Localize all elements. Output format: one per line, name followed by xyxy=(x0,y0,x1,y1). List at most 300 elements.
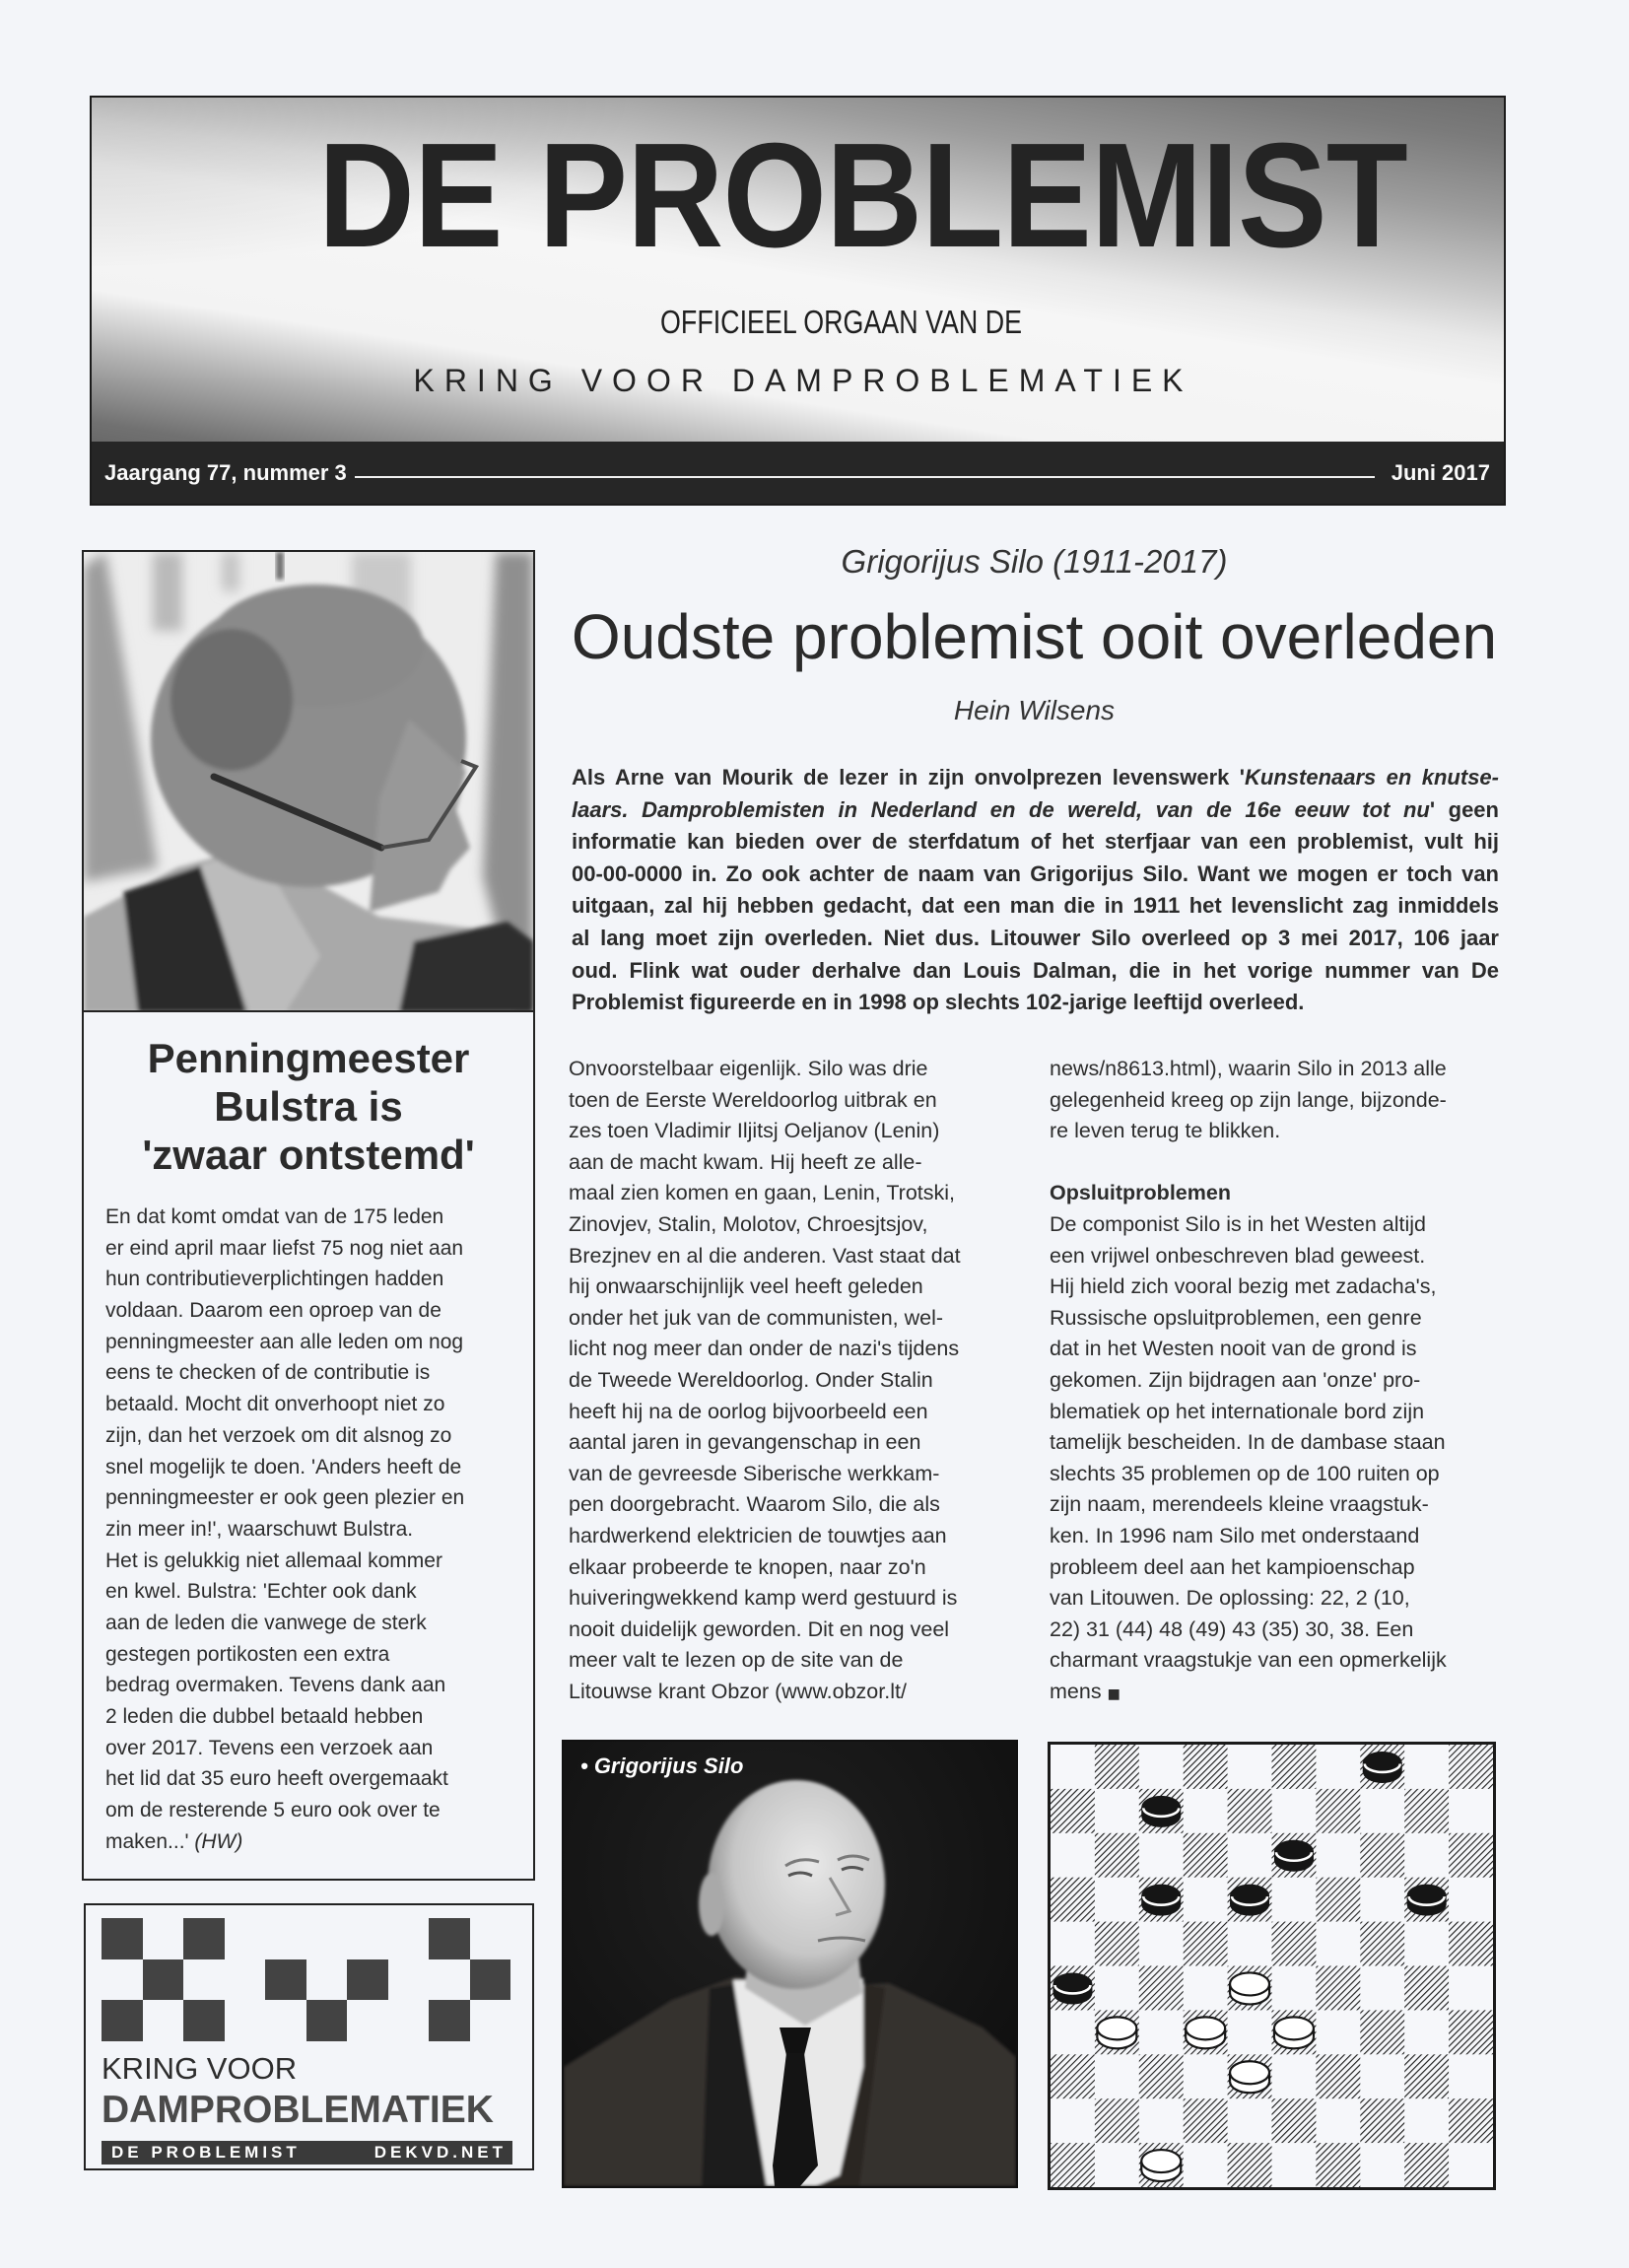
article-column-2 xyxy=(1050,1054,1498,1707)
text-line xyxy=(569,1489,1009,1521)
intro-line-content xyxy=(572,987,1304,1019)
text-line-content: gelegenheid kreeg op zijn lange, bijzonde- xyxy=(1050,1087,1447,1112)
intro-text: Problemist figureerde en in 1998 op slechts 102-jarige leeftijd overleed. xyxy=(572,990,1305,1015)
light-square xyxy=(1228,1745,1272,1789)
light-square xyxy=(1360,2143,1404,2187)
white-piece xyxy=(1230,1972,1269,2004)
text-line-content: hardwerkend elektricien de touwtjes aan xyxy=(569,1523,947,1547)
dark-square xyxy=(1316,2054,1360,2098)
light-square xyxy=(1316,2010,1360,2054)
dark-square xyxy=(1184,2098,1228,2143)
dark-square xyxy=(1316,2143,1360,2187)
article-headline xyxy=(569,601,1500,672)
text-line xyxy=(569,1521,1009,1552)
text-line-content: snel mogelijk te doen. 'Anders heeft de xyxy=(105,1455,462,1478)
logo-square xyxy=(102,2000,143,2041)
dark-square xyxy=(1139,1966,1184,2011)
text-line xyxy=(569,1241,1009,1272)
light-square xyxy=(1095,1878,1139,1922)
text-line xyxy=(569,1459,1009,1490)
text-line xyxy=(569,1427,1009,1459)
light-square xyxy=(1272,1966,1317,2011)
text-line-content: Brezjnev en al die anderen. Vast staat dat xyxy=(569,1243,961,1268)
light-square xyxy=(1051,2098,1095,2143)
end-mark-icon: ■ xyxy=(1107,1685,1120,1702)
text-line xyxy=(105,1452,525,1483)
piece-top xyxy=(1230,1885,1269,1907)
logo-bar xyxy=(102,2141,512,2165)
text-line xyxy=(569,1303,1009,1335)
logo-square xyxy=(183,1918,225,1959)
text-line xyxy=(569,1178,1009,1209)
intro-line-content xyxy=(572,890,1499,923)
text-line-content: hun contributieverplichtingen hadden xyxy=(105,1268,444,1291)
text-line xyxy=(1050,1116,1498,1147)
light-square xyxy=(1316,2098,1360,2143)
intro-line-content xyxy=(572,923,1499,955)
article-kicker-text: Grigorijus Silo (1911-2017) xyxy=(841,543,1228,580)
text-line xyxy=(1050,1271,1498,1303)
light-square xyxy=(1360,1966,1404,2011)
logo-square xyxy=(347,1959,388,2001)
text-line-content: over 2017. Tevens een verzoek aan xyxy=(105,1736,434,1759)
text-line-content: van de gevreesde Siberische werkkam- xyxy=(569,1461,940,1485)
piece-top xyxy=(1363,1752,1402,1774)
dark-square xyxy=(1184,1833,1228,1878)
dark-square xyxy=(1316,1878,1360,1922)
intro-italic: Kunstenaars en knutse- xyxy=(1245,765,1499,790)
sidebar-lines xyxy=(105,1202,525,1826)
logo-square xyxy=(429,2000,470,2041)
text-line-content: voldaan. Daarom een oproep van de xyxy=(105,1299,441,1323)
dark-square xyxy=(1449,2098,1493,2143)
text-line-content: re leven terug te blikken. xyxy=(1050,1119,1281,1143)
piece-top xyxy=(1407,1885,1447,1907)
light-square xyxy=(1051,2010,1095,2054)
text-line-content: gestegen portikosten een extra xyxy=(105,1642,390,1666)
black-piece xyxy=(1274,1840,1314,1872)
text-line xyxy=(569,1271,1009,1303)
light-square xyxy=(1404,1922,1449,1966)
logo-square xyxy=(102,1918,143,1959)
masthead-title-text: DE PROBLEMIST xyxy=(317,111,1407,278)
text-line xyxy=(569,1116,1009,1147)
dark-square xyxy=(1449,2010,1493,2054)
piece-top xyxy=(1097,2017,1136,2039)
text-line-content: 22) 31 (44) 48 (49) 43 (35) 30, 38. Een xyxy=(1050,1616,1414,1641)
piece-top xyxy=(1274,1840,1314,1863)
piece-top xyxy=(1141,1885,1181,1907)
column-2-lines-bottom xyxy=(1050,1209,1498,1677)
text-line xyxy=(105,1701,525,1733)
dark-square xyxy=(1095,1922,1139,1966)
text-line xyxy=(569,1615,1009,1646)
dark-square xyxy=(1404,2143,1449,2187)
light-square xyxy=(1095,1966,1139,2011)
text-line-content: betaald. Mocht dit onverhoopt niet zo xyxy=(105,1393,445,1416)
text-line xyxy=(105,1389,525,1420)
dark-square xyxy=(1316,1789,1360,1833)
text-line xyxy=(569,1397,1009,1428)
text-line xyxy=(1050,1303,1498,1335)
text-line-content: om de resterende 5 euro ook over te xyxy=(105,1799,441,1822)
light-square xyxy=(1449,1789,1493,1833)
intro-line xyxy=(572,890,1499,923)
text-line-content: Het is gelukkig niet allemaal kommer xyxy=(105,1548,442,1572)
dark-square xyxy=(1272,1745,1317,1789)
intro-line-content xyxy=(572,859,1499,891)
dark-square xyxy=(1051,2054,1095,2098)
text-line-content: zijn, dan het verzoek om dit alsnog zo xyxy=(105,1423,452,1447)
text-line xyxy=(105,1763,525,1795)
dark-square xyxy=(1228,1789,1272,1833)
text-line xyxy=(105,1327,525,1358)
light-square xyxy=(1184,1966,1228,2011)
intro-italic: laars. Damproblemisten in Nederland en de wereld, van de 16e eeuw tot nu xyxy=(572,796,1430,822)
draughts-board xyxy=(1048,1742,1496,2190)
text-line-content: aan de leden die vanwege de sterk xyxy=(105,1611,427,1634)
dark-square xyxy=(1404,1789,1449,1833)
light-square xyxy=(1272,1878,1317,1922)
white-piece xyxy=(1097,2017,1136,2048)
text-line xyxy=(1050,1615,1498,1646)
issue-bar-rule xyxy=(355,476,1375,478)
light-square xyxy=(1360,2054,1404,2098)
text-line xyxy=(569,1209,1009,1241)
intro-line xyxy=(572,987,1499,1019)
text-line xyxy=(105,1482,525,1514)
text-line-content: de Tweede Wereldoorlog. Onder Stalin xyxy=(569,1367,933,1392)
intro-text: Als Arne van Mourik de lezer in zijn onvolprezen levenswerk ' xyxy=(572,765,1246,790)
text-line xyxy=(1050,1334,1498,1365)
blank-line xyxy=(1050,1147,1498,1179)
text-line xyxy=(105,1795,525,1826)
text-line-content: En dat komt omdat van de 175 leden xyxy=(105,1205,444,1228)
text-line-content: penningmeester er ook geen plezier en xyxy=(105,1486,465,1510)
text-line-content: meer valt te lezen op de site van de xyxy=(569,1648,904,1673)
text-line xyxy=(1050,1209,1498,1241)
column-1-lines xyxy=(569,1054,1009,1707)
text-line xyxy=(569,1645,1009,1677)
dark-square xyxy=(1360,2098,1404,2143)
text-line-content: probleem deel aan het kampioenschap xyxy=(1050,1554,1415,1579)
text-line xyxy=(1050,1397,1498,1428)
issue-bar xyxy=(92,442,1504,504)
intro-text: al lang moet zijn overleden. Niet dus. Litouwer Silo overleed op 3 mei 2017, 106 jaar xyxy=(572,925,1499,950)
text-line-content: eens te checken of de contributie is xyxy=(105,1361,431,1385)
text-line xyxy=(569,1334,1009,1365)
light-square xyxy=(1228,1833,1272,1878)
black-piece xyxy=(1141,1796,1181,1827)
text-line xyxy=(105,1357,525,1389)
portrait-illustration xyxy=(84,552,533,1012)
text-line xyxy=(105,1608,525,1639)
piece-top xyxy=(1230,1972,1269,1995)
text-line-content: toen de Eerste Wereldoorlog uitbrak en xyxy=(569,1087,937,1112)
issue-date: Juni 2017 xyxy=(1391,460,1490,485)
text-line-content: pen doorgebracht. Waarom Silo, die als xyxy=(569,1492,940,1517)
text-line-content: Hij hield zich vooral bezig met zadacha's, xyxy=(1050,1274,1437,1299)
text-line-content: tamelijk bescheiden. In de dambase staan xyxy=(1050,1430,1446,1455)
text-line xyxy=(1050,1677,1498,1708)
piece-top xyxy=(1274,2017,1314,2039)
sidebar-headline-line: Penningmeester xyxy=(147,1035,470,1081)
dark-square xyxy=(1449,1745,1493,1789)
issue-number: Jaargang 77, nummer 3 xyxy=(104,460,347,485)
text-line-content: slechts 35 problemen op de 100 ruiten op xyxy=(1050,1461,1440,1485)
light-square xyxy=(1449,2054,1493,2098)
logo-square xyxy=(306,2000,348,2041)
dark-square xyxy=(1404,2054,1449,2098)
light-square xyxy=(1360,1878,1404,1922)
light-square xyxy=(1360,1789,1404,1833)
silo-portrait-illustration xyxy=(564,1742,1016,2186)
text-line xyxy=(105,1233,525,1265)
light-square xyxy=(1139,1833,1184,1878)
logo-square xyxy=(183,2000,225,2041)
text-line-content: Zinovjev, Stalin, Molotov, Chroesjtsjov, xyxy=(569,1211,928,1236)
light-square xyxy=(1272,2054,1317,2098)
text-line-content: news/n8613.html), waarin Silo in 2013 alle xyxy=(1050,1057,1447,1080)
light-square xyxy=(1272,1789,1317,1833)
intro-line-content xyxy=(572,794,1499,827)
sidebar-box xyxy=(82,550,535,1881)
text-line-content: penningmeester aan alle leden om nog xyxy=(105,1330,464,1353)
text-line xyxy=(1050,1427,1498,1459)
light-square xyxy=(1228,2098,1272,2143)
white-piece xyxy=(1186,2017,1225,2048)
intro-line-content xyxy=(572,955,1499,988)
light-square xyxy=(1316,1833,1360,1878)
draughts-diagram xyxy=(1048,1742,1496,2190)
logo-square xyxy=(265,1959,306,2001)
light-square xyxy=(1139,2098,1184,2143)
piece-top xyxy=(1141,1796,1181,1819)
sidebar-headline-line: Bulstra is xyxy=(214,1083,403,1130)
dark-square xyxy=(1404,1966,1449,2011)
light-square xyxy=(1228,1922,1272,1966)
text-line xyxy=(1050,1645,1498,1677)
dark-square xyxy=(1139,2054,1184,2098)
logo-line2-text: DAMPROBLEMATIEK xyxy=(102,2089,494,2131)
light-square xyxy=(1184,1878,1228,1922)
text-line-content: van Litouwen. De oplossing: 22, 2 (10, xyxy=(1050,1586,1410,1611)
text-line xyxy=(569,1552,1009,1584)
piece-top xyxy=(1052,1972,1092,1995)
dark-square xyxy=(1360,2010,1404,2054)
text-line-content: onder het juk van de communisten, wel- xyxy=(569,1305,944,1330)
light-square xyxy=(1139,2010,1184,2054)
silo-photo xyxy=(562,1740,1018,2188)
text-line xyxy=(105,1639,525,1671)
article-intro xyxy=(572,762,1499,1019)
article-byline xyxy=(569,694,1500,727)
article-byline-text: Hein Wilsens xyxy=(953,695,1116,725)
photo-streak xyxy=(276,552,284,580)
intro-line-content xyxy=(572,826,1499,859)
logo-square xyxy=(429,1918,470,1959)
dark-square xyxy=(1051,1878,1095,1922)
text-line-content: hij onwaarschijnlijk veel heeft geleden xyxy=(569,1274,923,1299)
dark-square xyxy=(1316,1966,1360,2011)
dark-square xyxy=(1449,1833,1493,1878)
light-square xyxy=(1139,1922,1184,1966)
text-line-content: 2 leden die dubbel betaald hebben xyxy=(105,1705,424,1728)
text-line xyxy=(105,1826,525,1858)
text-line xyxy=(105,1202,525,1233)
logo-bar-right: DEKVD.NET xyxy=(373,2143,507,2162)
text-line xyxy=(1050,1552,1498,1584)
text-line xyxy=(569,1147,1009,1179)
light-square xyxy=(1051,1745,1095,1789)
light-square xyxy=(1051,1833,1095,1878)
dark-square xyxy=(1272,1922,1317,1966)
text-line xyxy=(569,1085,1009,1117)
article-headline-text: Oudste problemist ooit overleden xyxy=(571,601,1498,672)
text-line xyxy=(569,1054,1009,1085)
intro-line xyxy=(572,923,1499,955)
masthead-organization xyxy=(409,361,1197,400)
light-square xyxy=(1095,2143,1139,2187)
text-line-content: aan de macht kwam. Hij heeft ze alle- xyxy=(569,1149,922,1174)
text-line-content xyxy=(105,1826,242,1858)
intro-line xyxy=(572,762,1499,794)
masthead-tagline xyxy=(619,303,1023,342)
piece-top xyxy=(1141,2150,1181,2172)
intro-text: 00-00-0000 in. Zo ook achter de naam van Grigorijus Silo. Want we mogen er toch van xyxy=(572,860,1499,886)
light-square xyxy=(1316,1745,1360,1789)
article-kicker xyxy=(569,542,1500,582)
sidebar-body xyxy=(105,1202,525,1857)
text-line xyxy=(1050,1054,1498,1085)
intro-text: informatie kan bieden over de sterfdatum of het sterfjaar van een problemist, vult hij xyxy=(572,829,1499,855)
light-square xyxy=(1051,1922,1095,1966)
dark-square xyxy=(1095,1745,1139,1789)
dark-square xyxy=(1095,1833,1139,1878)
sidebar-photo xyxy=(84,552,533,1012)
white-piece xyxy=(1230,2061,1269,2093)
text-line xyxy=(105,1420,525,1452)
text-line-content: nooit duidelijk geworden. Dit en nog veel xyxy=(569,1616,950,1641)
black-piece xyxy=(1052,1972,1092,2004)
light-square xyxy=(1404,1833,1449,1878)
text-line-content: dat in het Westen nooit van de grond is xyxy=(1050,1337,1417,1361)
light-square xyxy=(1404,1745,1449,1789)
logo-square xyxy=(470,1959,511,2001)
intro-line xyxy=(572,955,1499,988)
dark-square xyxy=(1051,2143,1095,2187)
intro-line-content xyxy=(572,762,1499,794)
text-line-content: De componist Silo is in het Westen altijd xyxy=(1050,1211,1427,1236)
sidebar-last-line: maken...' xyxy=(105,1829,189,1853)
intro-line xyxy=(572,826,1499,859)
text-line-content: Litouwse krant Obzor (www.obzor.lt/ xyxy=(569,1679,907,1703)
text-line-content: zijn naam, merendeels kleine vraagstuk- xyxy=(1050,1492,1429,1517)
text-line-content: huiveringwekkend kamp werd gestuurd is xyxy=(569,1586,958,1611)
dark-square xyxy=(1095,2098,1139,2143)
intro-line xyxy=(572,859,1499,891)
light-square xyxy=(1404,2010,1449,2054)
text-line-content: elkaar probeerde te knopen, naar zo'n xyxy=(569,1554,926,1579)
light-square xyxy=(1404,2098,1449,2143)
intro-text: uitgaan, zal hij hebben gedacht, dat een man die in 1911 het levenslicht zag inmiddels xyxy=(572,893,1499,919)
text-line xyxy=(1050,1489,1498,1521)
text-line xyxy=(1050,1583,1498,1615)
text-line xyxy=(1050,1521,1498,1552)
dark-square xyxy=(1184,1922,1228,1966)
photo-caption: • Grigorijus Silo xyxy=(580,1753,744,1778)
light-square xyxy=(1449,1878,1493,1922)
intro-lines xyxy=(572,762,1499,1019)
light-square xyxy=(1184,2054,1228,2098)
last-line-text: mens xyxy=(1050,1679,1102,1703)
logo-line2 xyxy=(102,2089,510,2132)
text-line-content: gekomen. Zijn bijdragen aan 'onze' pro- xyxy=(1050,1367,1421,1392)
text-line-content: Onvoorstelbaar eigenlijk. Silo was drie xyxy=(569,1057,928,1080)
text-line xyxy=(105,1295,525,1327)
text-line-content: er eind april maar liefst 75 nog niet aan xyxy=(105,1236,464,1260)
text-line xyxy=(105,1264,525,1295)
text-line-content: zes toen Vladimir Iljitsj Oeljanov (Lenin) xyxy=(569,1119,940,1143)
text-line xyxy=(105,1576,525,1608)
text-line xyxy=(1050,1365,1498,1397)
text-line xyxy=(569,1365,1009,1397)
text-line-content: charmant vraagstukje van een opmerkelijk xyxy=(1050,1648,1447,1673)
dark-square xyxy=(1360,1833,1404,1878)
black-piece xyxy=(1230,1885,1269,1916)
light-square xyxy=(1272,2143,1317,2187)
text-line-content: ken. In 1996 nam Silo met onderstaand xyxy=(1050,1523,1420,1547)
intro-line xyxy=(572,794,1499,827)
text-line-content: en kwel. Bulstra: 'Echter ook dank xyxy=(105,1580,417,1604)
text-line xyxy=(569,1583,1009,1615)
white-piece xyxy=(1274,2017,1314,2048)
light-square xyxy=(1095,1789,1139,1833)
black-piece xyxy=(1407,1885,1447,1916)
light-square xyxy=(1449,2143,1493,2187)
masthead xyxy=(90,96,1506,506)
light-square xyxy=(1184,1789,1228,1833)
text-line xyxy=(1050,1459,1498,1490)
black-piece xyxy=(1141,1885,1181,1916)
text-line-content: Russische opsluitproblemen, een genre xyxy=(1050,1305,1422,1330)
piece-top xyxy=(1186,2017,1225,2039)
text-line xyxy=(1050,1085,1498,1117)
text-line xyxy=(105,1514,525,1546)
text-line-content: het lid dat 35 euro heeft overgemaakt xyxy=(105,1767,448,1791)
text-line-content: aantal jaren in gevangenschap in een xyxy=(569,1430,921,1455)
masthead-title xyxy=(257,111,1407,278)
white-piece xyxy=(1141,2150,1181,2181)
masthead-tagline-text: OFFICIEEL ORGAAN VAN DE xyxy=(660,304,1023,340)
dark-square xyxy=(1228,2143,1272,2187)
logo-bar-left: DE PROBLEMIST xyxy=(111,2143,301,2162)
sidebar-signature: (HW) xyxy=(194,1829,243,1853)
light-square xyxy=(1095,2054,1139,2098)
piece-top xyxy=(1230,2061,1269,2084)
text-line-content: heeft hij na de oorlog bijvoorbeeld een xyxy=(569,1399,928,1423)
text-line-content: bedrag overmaken. Tevens dank aan xyxy=(105,1674,446,1697)
text-line-content: zin meer in!', waarschuwt Bulstra. xyxy=(105,1517,414,1541)
text-line xyxy=(105,1670,525,1701)
dark-square xyxy=(1360,1922,1404,1966)
column-2-lines-top xyxy=(1050,1054,1498,1147)
sidebar-headline xyxy=(84,1034,533,1179)
text-line xyxy=(569,1677,1009,1708)
kvd-logo xyxy=(84,1903,534,2170)
light-square xyxy=(1184,2143,1228,2187)
text-line-content: blematiek op het internationale bord zijn xyxy=(1050,1399,1425,1423)
